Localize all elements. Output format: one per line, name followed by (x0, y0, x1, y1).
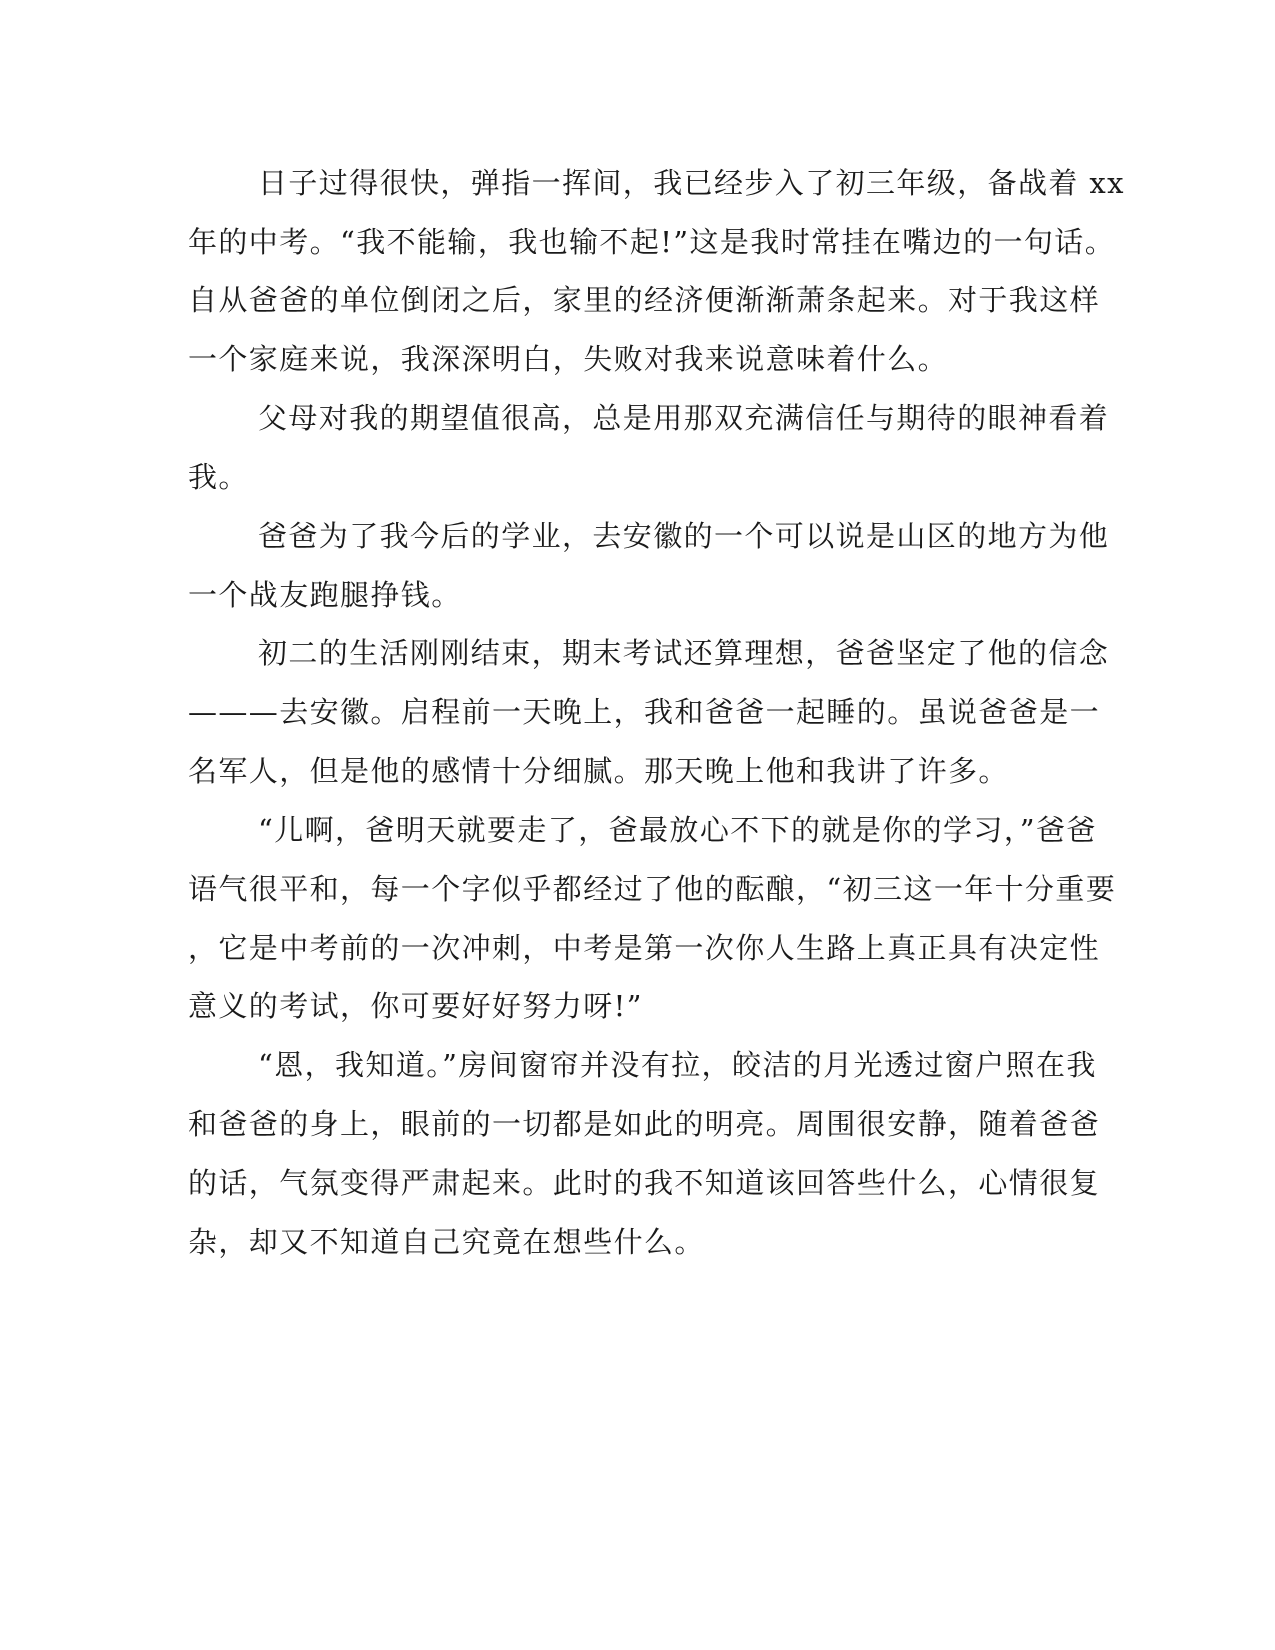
paragraph-6-line-1: “恩，我知道。”房间窗帘并没有拉，皎洁的月光透过窗户照在我 (258, 1048, 1097, 1082)
paragraph-3-line-1: 爸爸为了我今后的学业，去安徽的一个可以说是山区的地方为他 (258, 519, 1110, 553)
paragraph-1-line-4: 一个家庭来说，我深深明白，失败对我来说意味着什么。 (188, 342, 949, 376)
paragraph-1-line-2: 年的中考。“我不能输，我也输不起!”这是我时常挂在嘴边的一句话。 (188, 225, 1116, 259)
paragraph-2-line-1: 父母对我的期望值很高，总是用那双充满信任与期待的眼神看着 (258, 401, 1110, 435)
paragraph-6-line-4: 杂，却又不知道自己究竟在想些什么。 (188, 1225, 705, 1259)
paragraph-5-line-3: ，它是中考前的一次冲刺，中考是第一次你人生路上真正具有决定性 (188, 931, 1101, 965)
paragraph-4-line-1: 初二的生活刚刚结束，期末考试还算理想，爸爸坚定了他的信念 (258, 636, 1110, 670)
paragraph-1-line-3: 自从爸爸的单位倒闭之后，家里的经济便渐渐萧条起来。对于我这样 (188, 283, 1101, 317)
paragraph-6-line-3: 的话，气氛变得严肃起来。此时的我不知道该回答些什么，心情很复 (188, 1166, 1101, 1200)
paragraph-4-line-3: 名军人，但是他的感情十分细腻。那天晚上他和我讲了许多。 (188, 754, 1009, 788)
paragraph-6-line-2: 和爸爸的身上，眼前的一切都是如此的明亮。周围很安静，随着爸爸 (188, 1107, 1101, 1141)
paragraph-5-line-2: 语气很平和，每一个字似乎都经过了他的酝酿，“初三这一年十分重要 (188, 872, 1117, 906)
paragraph-5-line-1: “儿啊，爸明天就要走了，爸最放心不下的就是你的学习，”爸爸 (258, 813, 1097, 847)
paragraph-5-line-4: 意义的考试，你可要好好努力呀!” (188, 989, 643, 1023)
paragraph-3-line-2: 一个战友跑腿挣钱。 (188, 578, 462, 612)
paragraph-2-line-2: 我。 (188, 460, 249, 494)
paragraph-1-line-1: 日子过得很快，弹指一挥间，我已经步入了初三年级，备战着 xx (258, 166, 1125, 200)
paragraph-4-line-2: ———去安徽。启程前一天晚上，我和爸爸一起睡的。虽说爸爸是一 (188, 695, 1101, 729)
